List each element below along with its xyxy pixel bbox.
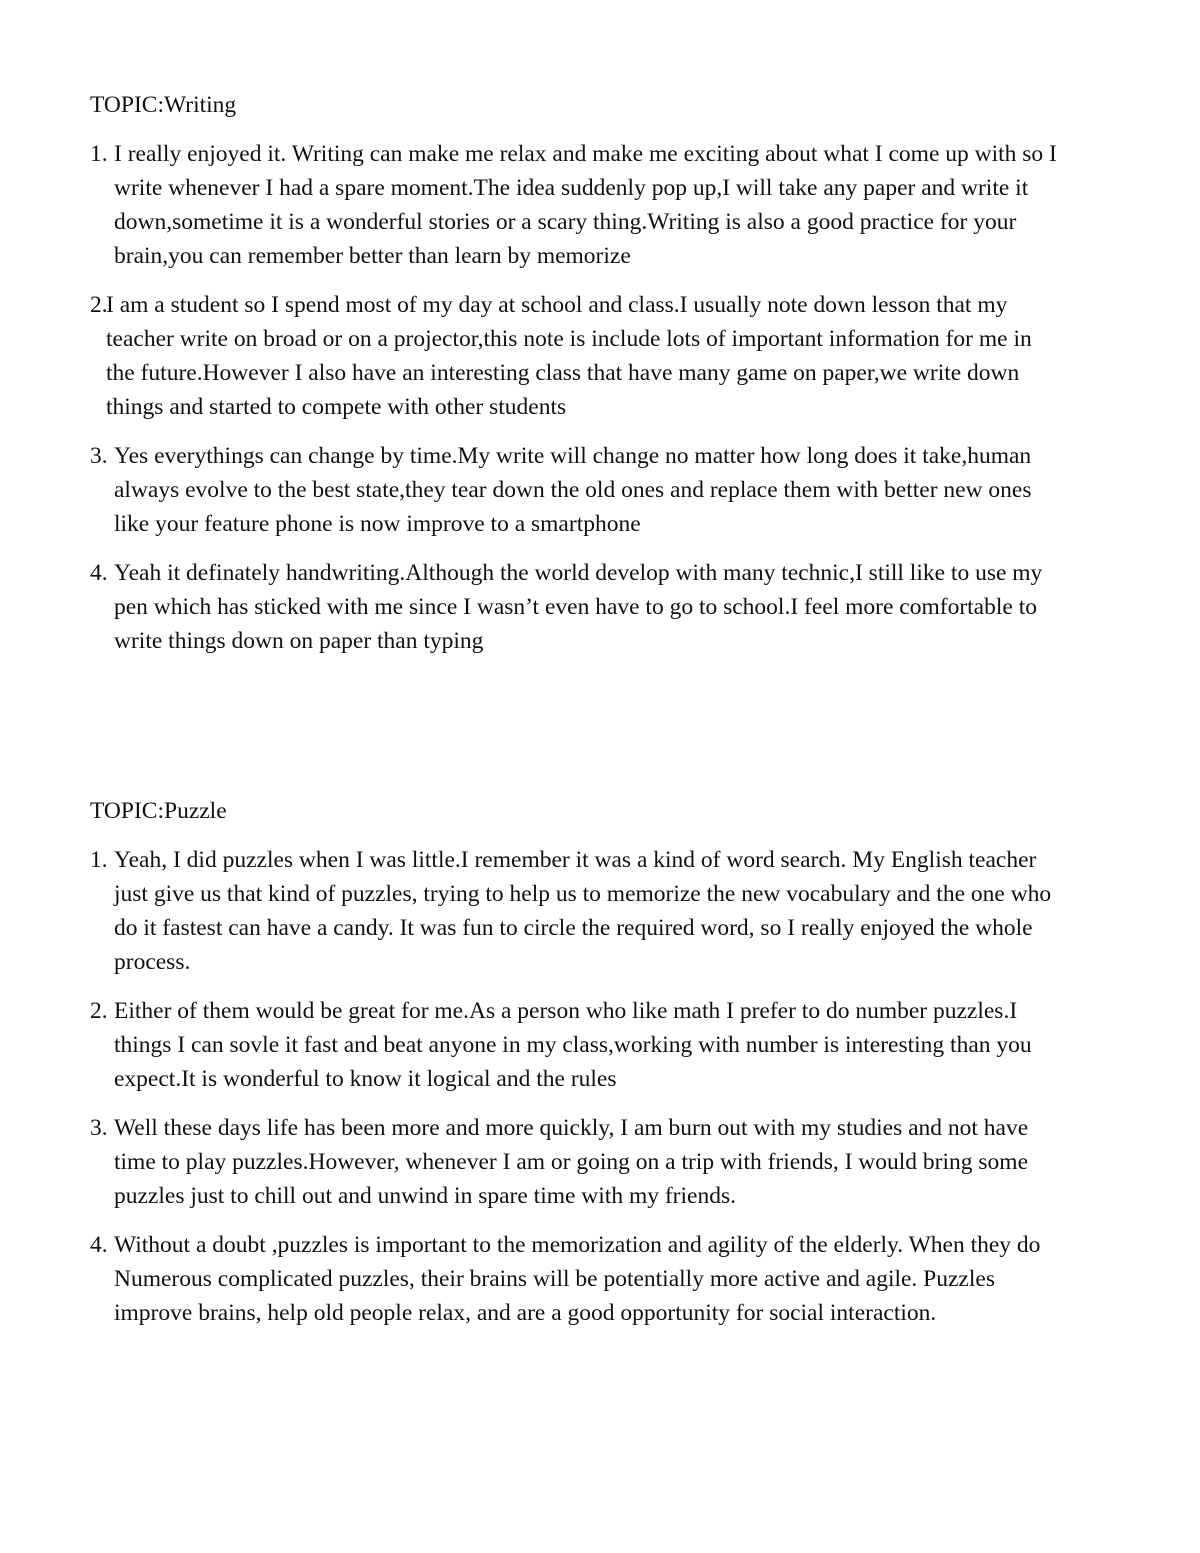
list-item (90, 556, 1060, 658)
item-text: Yeah, I did puzzles when I was little.I remember it was a kind of word search. My English teacher just give us that kind of puzzles, trying to help us to memorize the new vocabulary and the one who do it fastest can have a candy. It was fun to circle the required word, so I really enjoyed the whole process. (114, 847, 1052, 975)
section-writing (90, 88, 1060, 673)
list-item (90, 137, 1060, 273)
section-puzzle (90, 794, 1060, 1345)
topic-title-writing: TOPIC:Writing (90, 92, 237, 118)
list-item (90, 439, 1060, 541)
item-number: 3. (90, 1115, 114, 1141)
item-number: 2. (90, 292, 108, 318)
item-text: I really enjoyed it. Writing can make me relax and make me exciting about what I come up with so I write whenever I had a spare moment.The idea suddenly pop up,I will take any paper and write it down,sometime it is a wonderful stories or a scary thing.Writing is also a good practice for your brain,you can remember better than learn by memorize (114, 141, 1057, 269)
list-item (90, 1111, 1060, 1213)
item-number: 4. (90, 560, 108, 586)
item-text: Either of them would be great for me.As a person who like math I prefer to do number puzzles.I things I can sovle it fast and beat anyone in my class,working with number is interesting than you expect.It is wonderful to know it logical and the rules (114, 998, 1032, 1092)
topic-title-puzzle: TOPIC:Puzzle (90, 798, 227, 824)
list-item (90, 288, 1060, 424)
item-text: Yeah it definately handwriting.Although the world develop with many technic,I still like to use my pen which has sticked with me since I wasn’t even have to go to school.I feel more comfortable to write things down on paper than typing (114, 560, 1043, 654)
list-item (90, 843, 1060, 979)
item-number: 2. (90, 998, 114, 1024)
list-item (90, 1228, 1060, 1330)
item-text: Without a doubt ,puzzles is important to the memorization and agility of the elderly. When they do Numerous complicated puzzles, their brains will be potentially more active and agile. Puzzles improve brains, help old people relax, and are a good opportunity for social interaction. (114, 1232, 1041, 1326)
list-item (90, 994, 1060, 1096)
item-text: I am a student so I spend most of my day at school and class.I usually note down lesson that my teacher write on broad or on a projector,this note is include lots of important information for me in the future.However I also have an interesting class that have many game on paper,we write down things and started to compete with other students (106, 292, 1032, 420)
item-number: 1. (90, 141, 114, 167)
item-number: 1. (90, 847, 114, 873)
item-text: Yes everythings can change by time.My write will change no matter how long does it take,human always evolve to the best state,they tear down the old ones and replace them with better new ones like your feature phone is now improve to a smartphone (114, 443, 1032, 537)
item-number: 4. (90, 1232, 114, 1258)
item-number: 3. (90, 443, 108, 469)
item-text: Well these days life has been more and more quickly, I am burn out with my studies and not have time to play puzzles.However, whenever I am or going on a trip with friends, I would bring some puzzles just to chill out and unwind in spare time with my friends. (114, 1115, 1029, 1209)
